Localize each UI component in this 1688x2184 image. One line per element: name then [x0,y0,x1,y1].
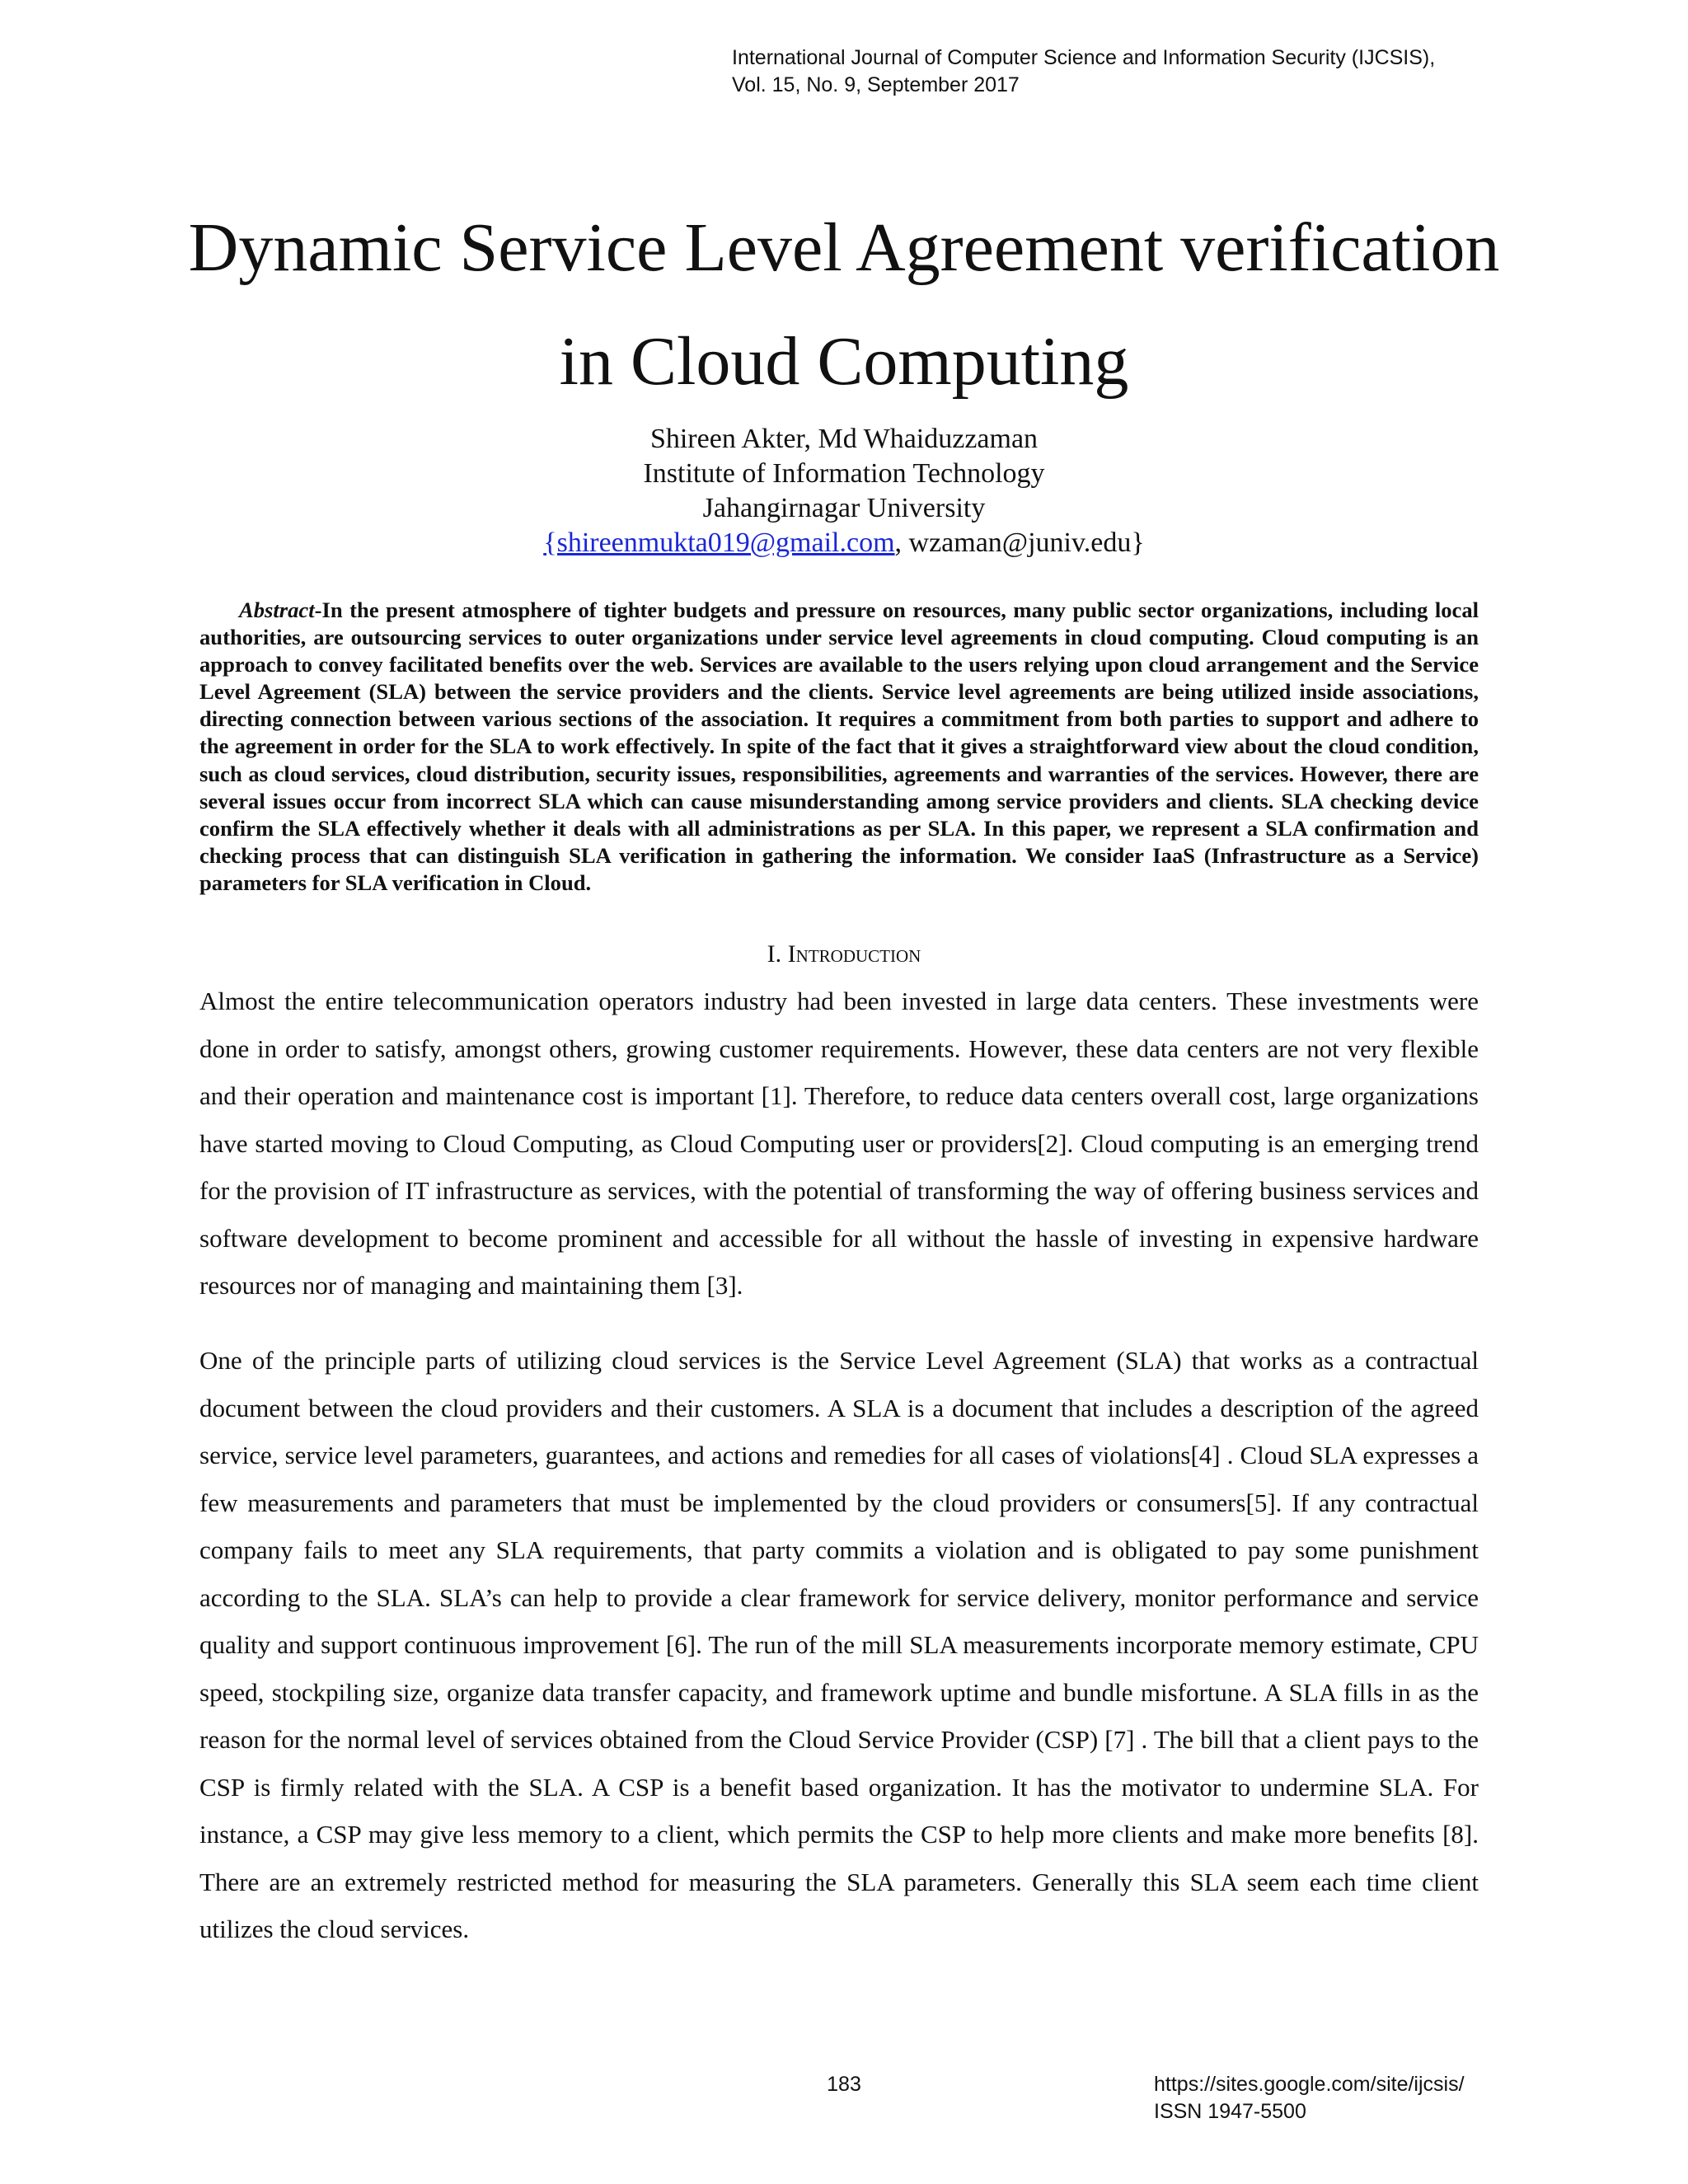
abstract-label: Abstract [239,598,315,622]
title-line-2: in Cloud Computing [559,323,1129,400]
issn: ISSN 1947-5500 [1154,2100,1306,2123]
journal-url[interactable]: https://sites.google.com/site/ijcsis/ [1154,2073,1465,2096]
journal-header [732,45,1639,99]
author-university: Jahangirnagar University [702,493,986,523]
author-institute: Institute of Information Technology [643,458,1045,489]
email-rest: , wzaman@juniv.edu} [894,527,1145,558]
section-title: Introduction [787,940,921,968]
intro-paragraph-2: One of the principle parts of utilizing cloud services is the Service Level Agreement (SLA) that works as a contractual document between the cloud providers and their customers. A SLA is a document that includes a description of the agreed service, service level parameters, guarantees, and actions and remedies for all cases of violations[4] . Cloud SLA expresses a few measurements and parameters that must be implemented by the cloud providers or consumers[5]. If any contractual company fails to meet any SLA requirements, that party commits a violation and is obligated to pay some punishment according to the SLA. SLA’s can help to provide a clear framework for service delivery, monitor performance and service quality and support continuous improvement [6]. The run of the mill SLA measurements incorporate memory estimate, CPU speed, stockpiling size, organize data transfer capacity, and framework uptime and bundle misfortune. A SLA fills in as the reason for the normal level of services obtained from the Cloud Service Provider (CSP) [7] . The bill that a client pays to the CSP is firmly related with the SLA. A CSP is a benefit based organization. It has the motivator to undermine SLA. For instance, a CSP may give less memory to a client, which permits the CSP to help more clients and make more benefits [8]. There are an extremely restricted method for measuring the SLA parameters. Generally this SLA seem each time client utilizes the cloud services. [199,1346,1479,1943]
author-emails [0,526,1688,560]
footer-info [1154,2071,1465,2125]
page-number: 183 [827,2073,861,2096]
abstract-paragraph [199,597,1479,897]
abstract-text: -In the present atmosphere of tighter budgets and pressure on resources, many public sector organizations, including local authorities, are outsourcing services to outer organizations under service level agreements in cloud computing. Cloud computing is an approach to convey facilitated benefits over the web. Services are available to the users relying upon cloud arrangement and the Service Level Agreement (SLA) between the service providers and the clients. Service level agreements are being utilized inside associations, directing connection between various sections of the association. It requires a commitment from both parties to support and adhere to the agreement in order for the SLA to work effectively. In spite of the fact that it gives a straightforward view about the cloud condition, such as cloud services, cloud distribution, security issues, responsibilities, agreements and warranties of the services. However, there are several issues occur from incorrect SLA which can cause misunderstanding among service providers and clients. SLA checking device confirm the SLA effectively whether it deals with all administrations as per SLA. In this paper, we represent a SLA confirmation and checking process that can distinguish SLA verification in gathering the information. We consider IaaS (Infrastructure as a Service) parameters for SLA verification in Cloud. [199,598,1479,895]
section-heading [0,938,1688,971]
email-link[interactable]: {shireenmukta019@gmail.com [543,527,895,558]
author-names: Shireen Akter, Md Whaiduzzaman [649,424,1039,454]
journal-name: International Journal of Computer Science and Information Security (IJCSIS), [732,46,1436,69]
journal-volume: Vol. 15, No. 9, September 2017 [732,73,1020,96]
abstract [199,597,1479,897]
paper-title [0,191,1688,419]
intro-paragraph-1: Almost the entire telecommunication operators industry had been invested in large data centers. These investments were done in order to satisfy, amongst others, growing customer requirements. However, these data centers are not very flexible and their operation and maintenance cost is important [1]. Therefore, to reduce data centers overall cost, large organizations have started moving to Cloud Computing, as Cloud Computing user or providers[2]. Cloud computing is an emerging trend for the provision of IT infrastructure as services, with the potential of transforming the way of offering business services and software development to become prominent and accessible for all without the hassle of investing in expensive hardware resources nor of managing and maintaining them [3]. [199,987,1479,1300]
title-line-1: Dynamic Service Level Agreement verification [188,209,1500,286]
author-block [0,422,1688,560]
section-number: I. [767,940,782,968]
